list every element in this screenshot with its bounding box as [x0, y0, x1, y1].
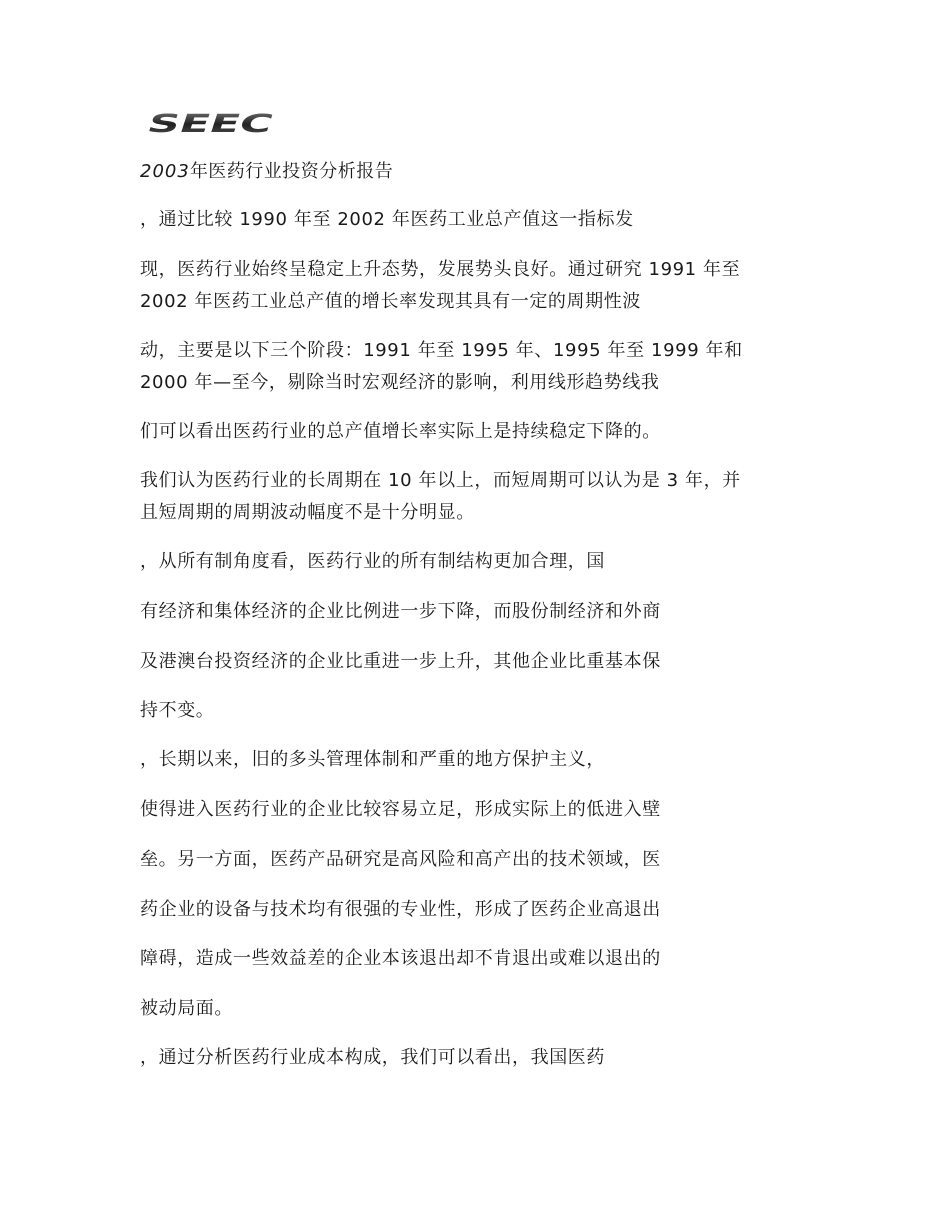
text-line: ，长期以来，旧的多头管理体制和严重的地方保护主义，: [140, 749, 605, 770]
seec-logo: [142, 106, 282, 140]
text-line: 有经济和集体经济的企业比例进一步下降，而股份制经济和外商: [140, 601, 661, 622]
text-line: 2000 年—至今，剔除当时宏观经济的影响，利用线形趋势线我: [140, 372, 660, 393]
seec-logo-graphic: [142, 106, 282, 140]
text-line: 动，主要是以下三个阶段：1991 年至 1995 年、1995 年至 1999 年和: [140, 340, 743, 361]
svg-text:SEEC: SEEC: [143, 109, 224, 139]
text-line: ，通过分析医药行业成本构成，我们可以看出，我国医药: [140, 1047, 605, 1068]
title-year: 2003: [140, 161, 190, 182]
text-line: 我们认为医药行业的长周期在 10 年以上，而短周期可以认为是 3 年，并: [140, 470, 741, 491]
text-line: 持不变。: [140, 700, 215, 721]
document-title: [140, 158, 393, 186]
text-line: ，通过比较 1990 年至 2002 年医药工业总产值这一指标发: [140, 209, 634, 230]
text-line: 且短周期的周期波动幅度不是十分明显。: [140, 502, 475, 523]
text-line: 现，医药行业始终呈稳定上升态势，发展势头良好。通过研究 1991 年至: [140, 259, 741, 280]
text-line: 及港澳台投资经济的企业比重进一步上升，其他企业比重基本保: [140, 651, 661, 672]
text-line: ，从所有制角度看，医药行业的所有制结构更加合理，国: [140, 551, 605, 572]
text-line: 们可以看出医药行业的总产值增长率实际上是持续稳定下降的。: [140, 421, 661, 442]
text-line: 使得进入医药行业的企业比较容易立足，形成实际上的低进入壁: [140, 799, 661, 820]
text-line: 2002 年医药工业总产值的增长率发现其具有一定的周期性波: [140, 291, 641, 312]
text-line: 垒。另一方面，医药产品研究是高风险和高产出的技术领域，医: [140, 849, 661, 870]
text-line: 被动局面。: [140, 998, 233, 1019]
title-text: 年医药行业投资分析报告: [189, 161, 394, 182]
text-line: 药企业的设备与技术均有很强的专业性，形成了医药企业高退出: [140, 899, 661, 920]
text-line: 障碍，造成一些效益差的企业本该退出却不肯退出或难以退出的: [140, 948, 661, 969]
